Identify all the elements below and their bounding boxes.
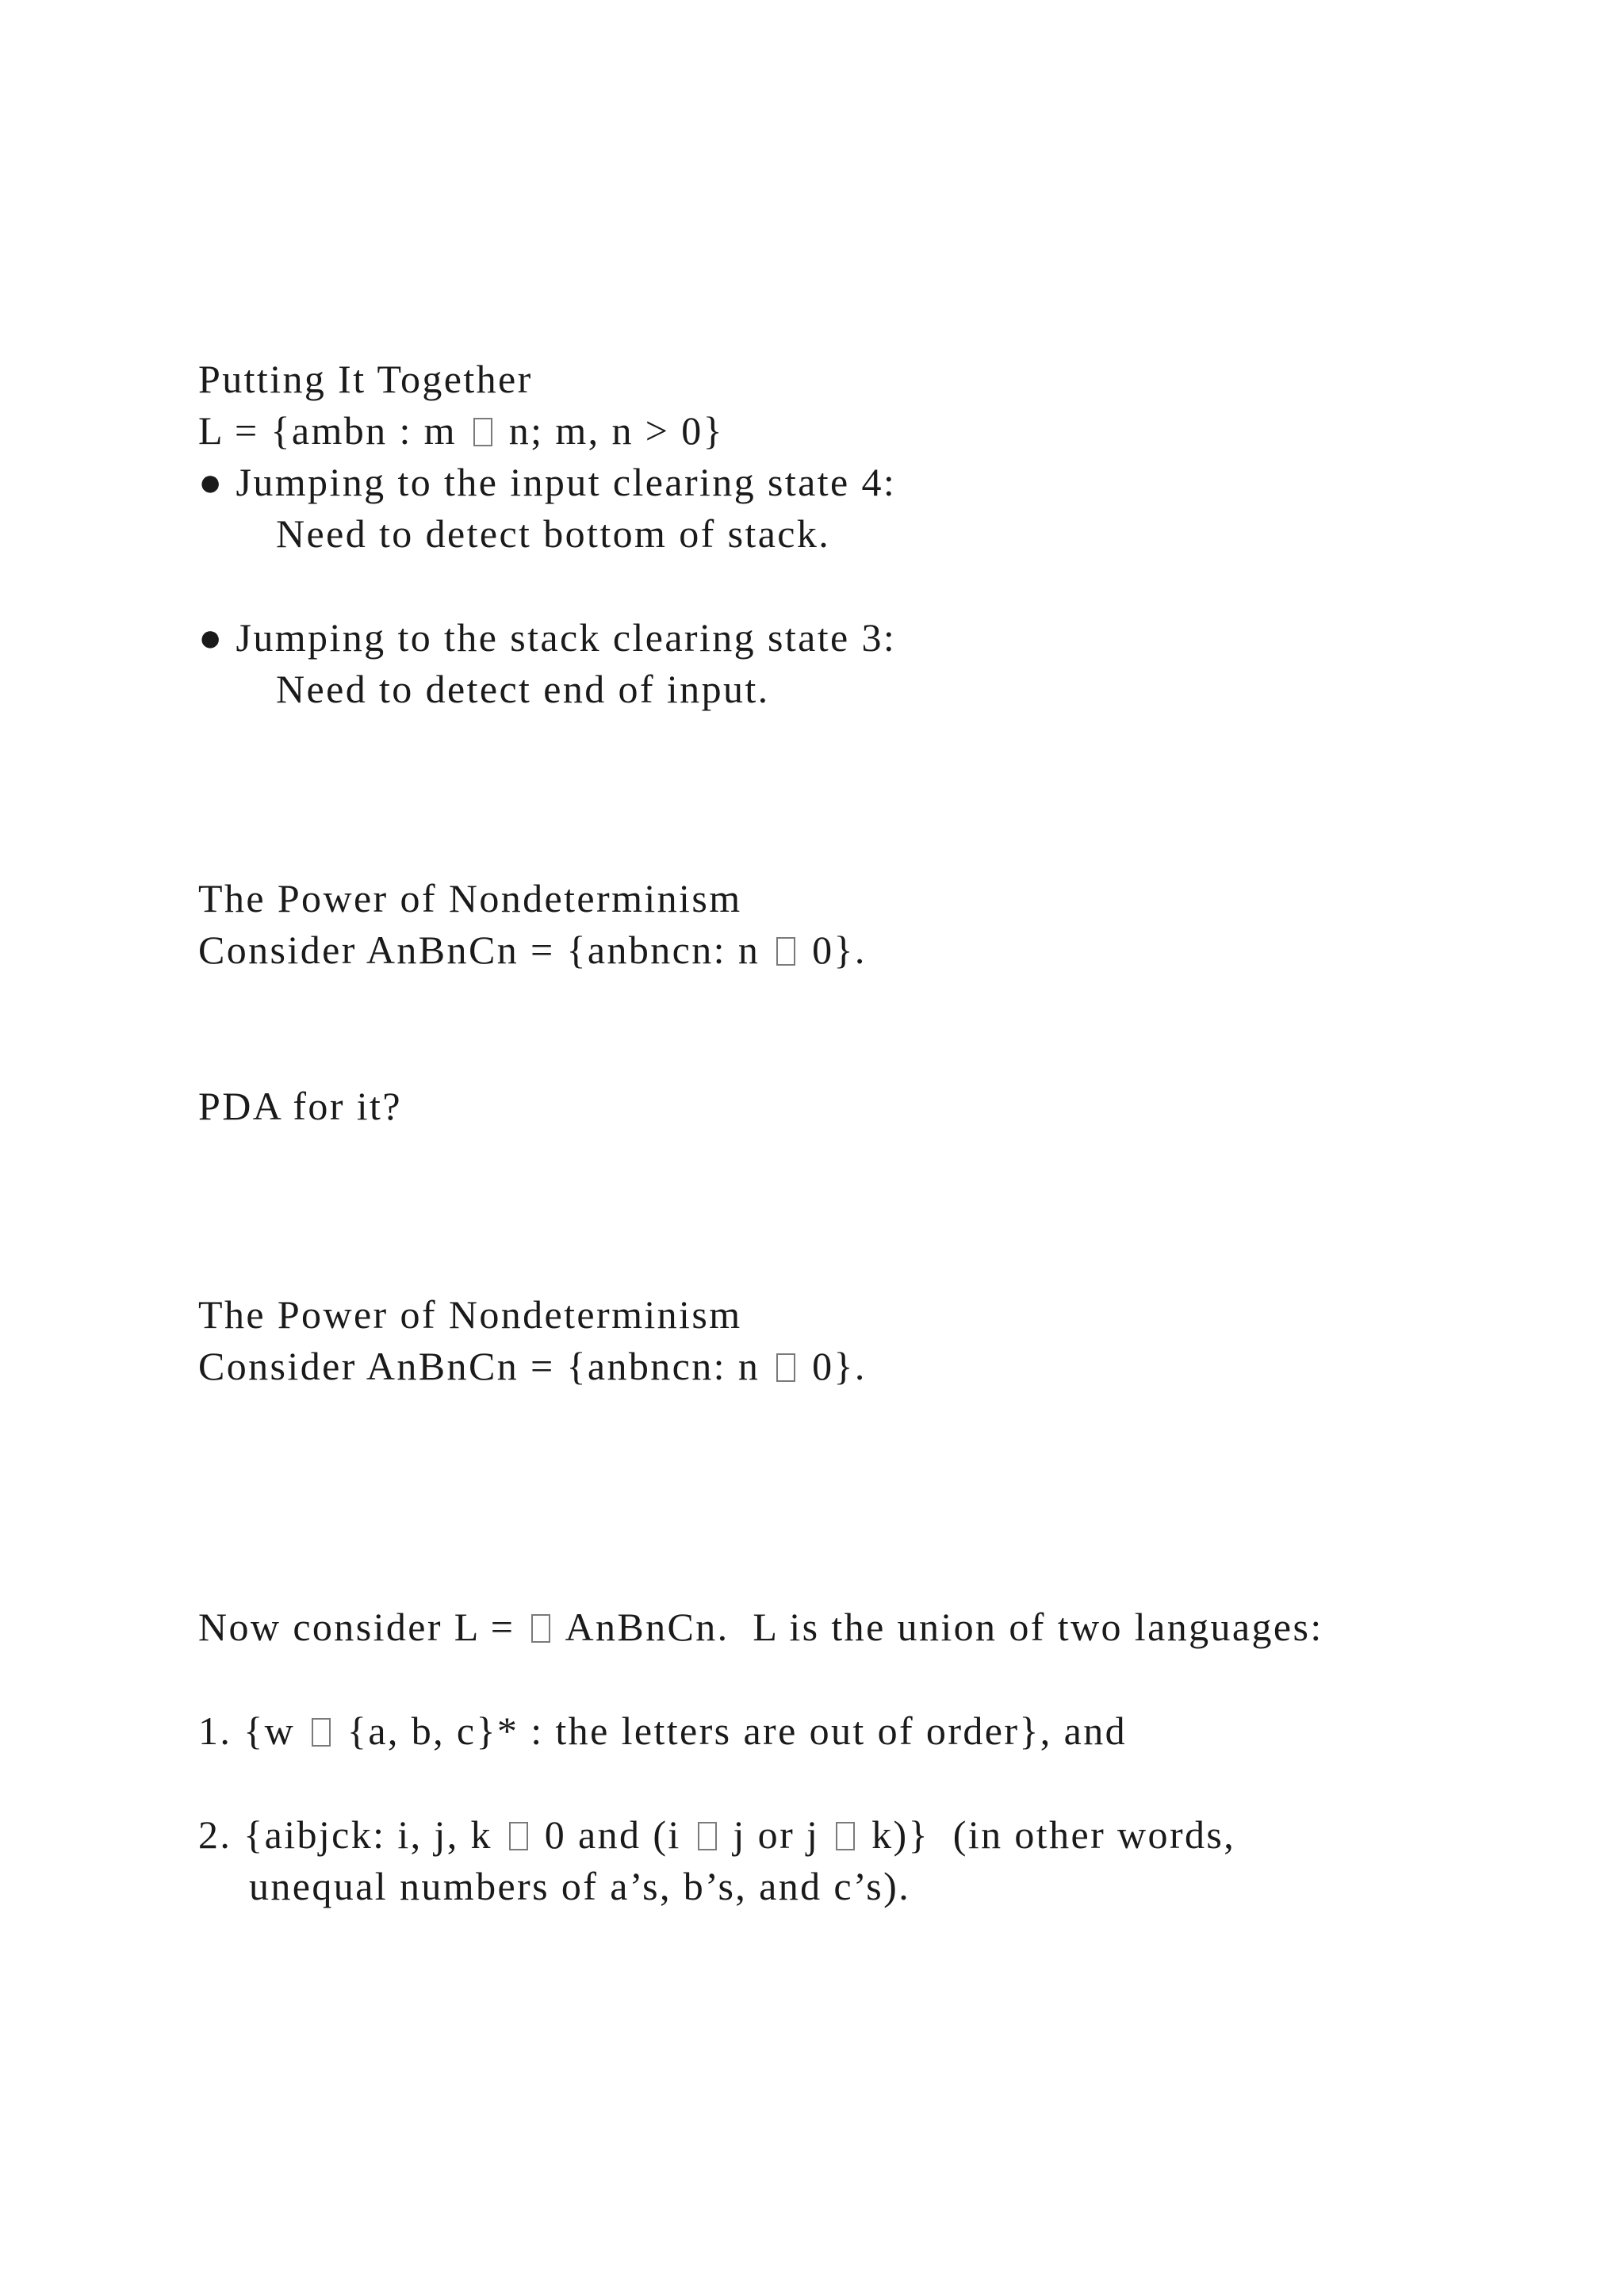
language-definition-start: L = {ambn : m: [198, 408, 469, 453]
missing-symbol-glyph: [776, 1353, 795, 1382]
section-title-power-of-nondeterminism-2: The Power of Nondeterminism: [198, 1292, 742, 1337]
missing-symbol-glyph: [312, 1718, 331, 1747]
list-item-unequal-counts-continued: unequal numbers of a’s, b’s, and c’s).: [249, 1864, 911, 1908]
bullet-stack-clearing-detail: Need to detect end of input.: [276, 667, 770, 711]
bullet-input-clearing: ● Jumping to the input clearing state 4:: [198, 460, 897, 504]
missing-symbol-glyph: [531, 1614, 550, 1643]
pda-question: PDA for it?: [198, 1084, 402, 1128]
union-statement-end: AnBnCn. L is the union of two languages:: [555, 1605, 1323, 1649]
missing-symbol-glyph: [509, 1822, 528, 1850]
consider-anbncn-2-end: 0}.: [800, 1344, 867, 1388]
language-definition-end: n; m, n > 0}: [496, 408, 725, 453]
missing-symbol-glyph: [698, 1822, 717, 1850]
list-item-1-part-1: 1. {w: [198, 1709, 308, 1753]
list-item-1-part-2: {a, b, c}* : the letters are out of order}, and: [335, 1709, 1128, 1753]
consider-anbncn-end: 0}.: [800, 928, 867, 972]
list-item-2-part-2: 0 and (i: [532, 1812, 693, 1857]
consider-anbncn-2: [198, 1341, 867, 1391]
list-item-2-part-3: j or j: [721, 1812, 832, 1857]
bullet-stack-clearing: ● Jumping to the stack clearing state 3:: [198, 615, 897, 660]
section-title-putting-it-together: Putting It Together: [198, 357, 533, 401]
consider-anbncn-start: Consider AnBnCn = {anbncn: n: [198, 928, 772, 972]
union-statement: [198, 1601, 1323, 1652]
list-item-out-of-order: [198, 1705, 1127, 1756]
list-item-2-part-1: 2. {aibjck: i, j, k: [198, 1812, 504, 1857]
missing-symbol-glyph: [836, 1822, 855, 1850]
missing-symbol-glyph: [776, 937, 795, 966]
union-statement-start: Now consider L =: [198, 1605, 527, 1649]
consider-anbncn: [198, 924, 867, 975]
consider-anbncn-2-start: Consider AnBnCn = {anbncn: n: [198, 1344, 772, 1388]
list-item-unequal-counts: [198, 1809, 1235, 1860]
list-item-2-part-4: k)} (in other words,: [860, 1812, 1236, 1857]
missing-symbol-glyph: [473, 418, 492, 446]
bullet-input-clearing-detail: Need to detect bottom of stack.: [276, 511, 831, 556]
section-title-power-of-nondeterminism: The Power of Nondeterminism: [198, 876, 742, 920]
language-definition: [198, 405, 724, 456]
